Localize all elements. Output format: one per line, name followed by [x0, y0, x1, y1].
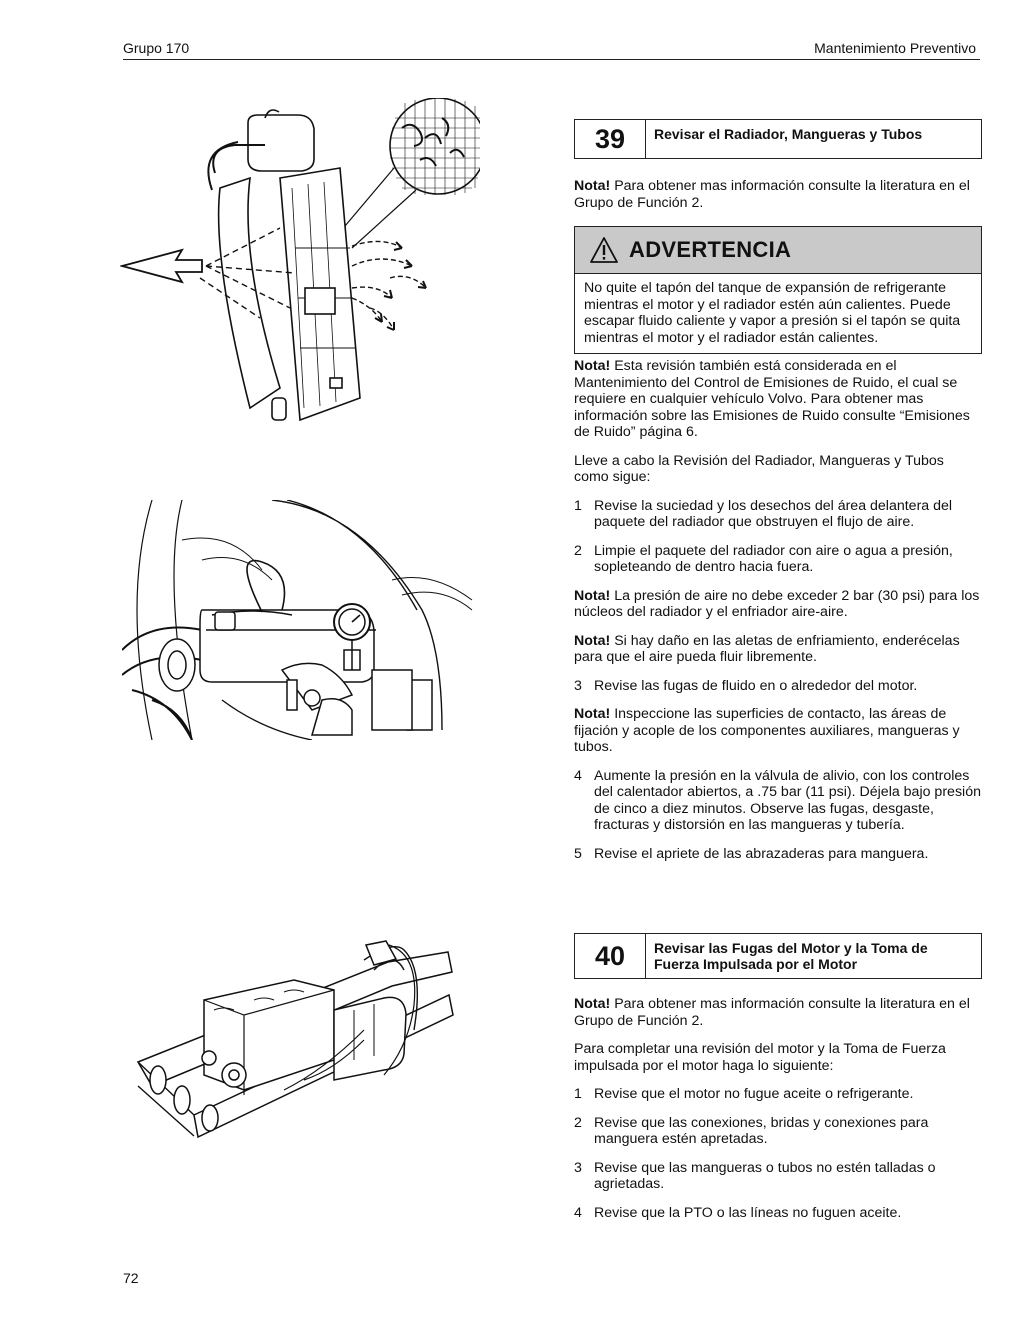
note-text: Si hay daño en las aletas de enfriamiento, enderécelas para que el aire pueda fluir libremente.: [574, 632, 960, 665]
engine-chassis-figure: [134, 940, 456, 1140]
list-number: 3: [574, 1159, 582, 1176]
warning-triangle-icon: [589, 236, 619, 264]
intro-paragraph: Para completar una revisión del motor y la Toma de Fuerza impulsada por el motor haga lo siguiente:: [574, 1041, 946, 1074]
list-item: [574, 768, 982, 834]
list-item: [574, 846, 982, 863]
step-header-39: [574, 119, 982, 159]
list-text: Revise que la PTO o las líneas no fuguen aceite.: [594, 1204, 902, 1221]
list-item: [574, 498, 982, 531]
note-text: Esta revisión también está considerada en el Mantenimiento del Control de Emisiones de Ruido, el cual se requiere en cualquier vehículo Volvo. Para obtener mas información sobre las Emisiones de Ruido consulte “Emisiones de Ruido” página 6.: [574, 358, 970, 440]
list-number: 5: [574, 845, 582, 862]
step-number: 39: [575, 120, 646, 158]
list-text: Revise la suciedad y los desechos del área delantera del paquete del radiador que obstruyen el flujo de aire.: [594, 497, 953, 530]
warning-title: ADVERTENCIA: [629, 236, 792, 262]
step-title: Revisar las Fugas del Motor y la Toma de Fuerza Impulsada por el Motor: [654, 940, 928, 972]
list-text: Revise que las mangueras o tubos no estén talladas o agrietadas.: [594, 1159, 936, 1192]
warning-text: No quite el tapón del tanque de expansión de refrigerante mientras el motor y el radiador estén aún calientes. Puede escapar fluido caliente y vapor a presión si el tapón se quita mientras el motor y el radiador están calientes.: [584, 280, 961, 346]
header-group: Grupo 170: [123, 40, 190, 56]
step-title: Revisar el Radiador, Mangueras y Tubos: [654, 126, 923, 142]
intro-paragraph: Lleve a cabo la Revisión del Radiador, Mangueras y Tubos como sigue:: [574, 452, 944, 485]
note-paragraph: [574, 706, 982, 756]
note-paragraph: [574, 588, 982, 621]
list-number: 3: [574, 677, 582, 694]
section-39: [574, 119, 982, 862]
section-40: [574, 933, 982, 1221]
list-number: 1: [574, 497, 582, 514]
warning-header: [575, 227, 981, 274]
page-number: 72: [123, 1270, 139, 1286]
list-number: 2: [574, 1114, 582, 1131]
note-label: Nota!: [574, 996, 611, 1012]
list-text: Aumente la presión en la válvula de alivio, con los controles del calentador abiertos, a .75 bar (11 psi). Déjela bajo presión de cinco a diez minutos. Observe las fugas, desgaste, fracturas y distorsión en las mangueras y tubería.: [594, 767, 981, 833]
header-rule: [123, 59, 980, 60]
note-text: La presión de aire no debe exceder 2 bar (30 psi) para los núcleos del radiador y el enfriador aire-aire.: [574, 587, 980, 620]
note-text: Inspeccione las superficies de contacto, las áreas de fijación y acople de los componentes auxiliares, mangueras y tubos.: [574, 706, 960, 755]
note-text: Para obtener mas información consulte la literatura en el Grupo de Función 2.: [574, 996, 970, 1029]
list-item: [574, 543, 982, 576]
list-number: 1: [574, 1086, 582, 1102]
list-text: Revise que el motor no fugue aceite o refrigerante.: [594, 1086, 914, 1102]
note-label: Nota!: [574, 358, 611, 374]
note-label: Nota!: [574, 587, 611, 604]
list-number: 4: [574, 1204, 582, 1221]
note-label: Nota!: [574, 178, 611, 194]
list-number: 4: [574, 767, 582, 784]
step-header-40: [574, 933, 982, 979]
list-item: [574, 1205, 982, 1222]
note-label: Nota!: [574, 632, 611, 649]
header-title: Mantenimiento Preventivo: [814, 40, 976, 56]
list-item: [574, 678, 982, 695]
list-text: Limpie el paquete del radiador con aire o agua a presión, sopleteando de dentro hacia fuera.: [594, 542, 953, 575]
pressure-test-figure: [122, 500, 474, 740]
list-text: Revise que las conexiones, bridas y conexiones para manguera estén apretadas.: [594, 1114, 929, 1147]
note-paragraph: [574, 178, 982, 211]
note-text: Para obtener mas información consulte la literatura en el Grupo de Función 2.: [574, 178, 970, 211]
list-text: Revise el apriete de las abrazaderas para manguera.: [594, 845, 929, 862]
note-paragraph: [574, 633, 982, 666]
list-text: Revise las fugas de fluido en o alrededor del motor.: [594, 677, 918, 694]
list-item: [574, 1115, 982, 1148]
note-paragraph: [574, 996, 982, 1029]
radiator-airflow-figure: [120, 98, 480, 438]
list-number: 2: [574, 542, 582, 559]
list-item: [574, 1160, 982, 1193]
note-label: Nota!: [574, 706, 611, 722]
step-number: 40: [575, 934, 646, 978]
list-item: [574, 1086, 982, 1103]
note-paragraph: [574, 358, 982, 441]
warning-box: [574, 226, 982, 354]
